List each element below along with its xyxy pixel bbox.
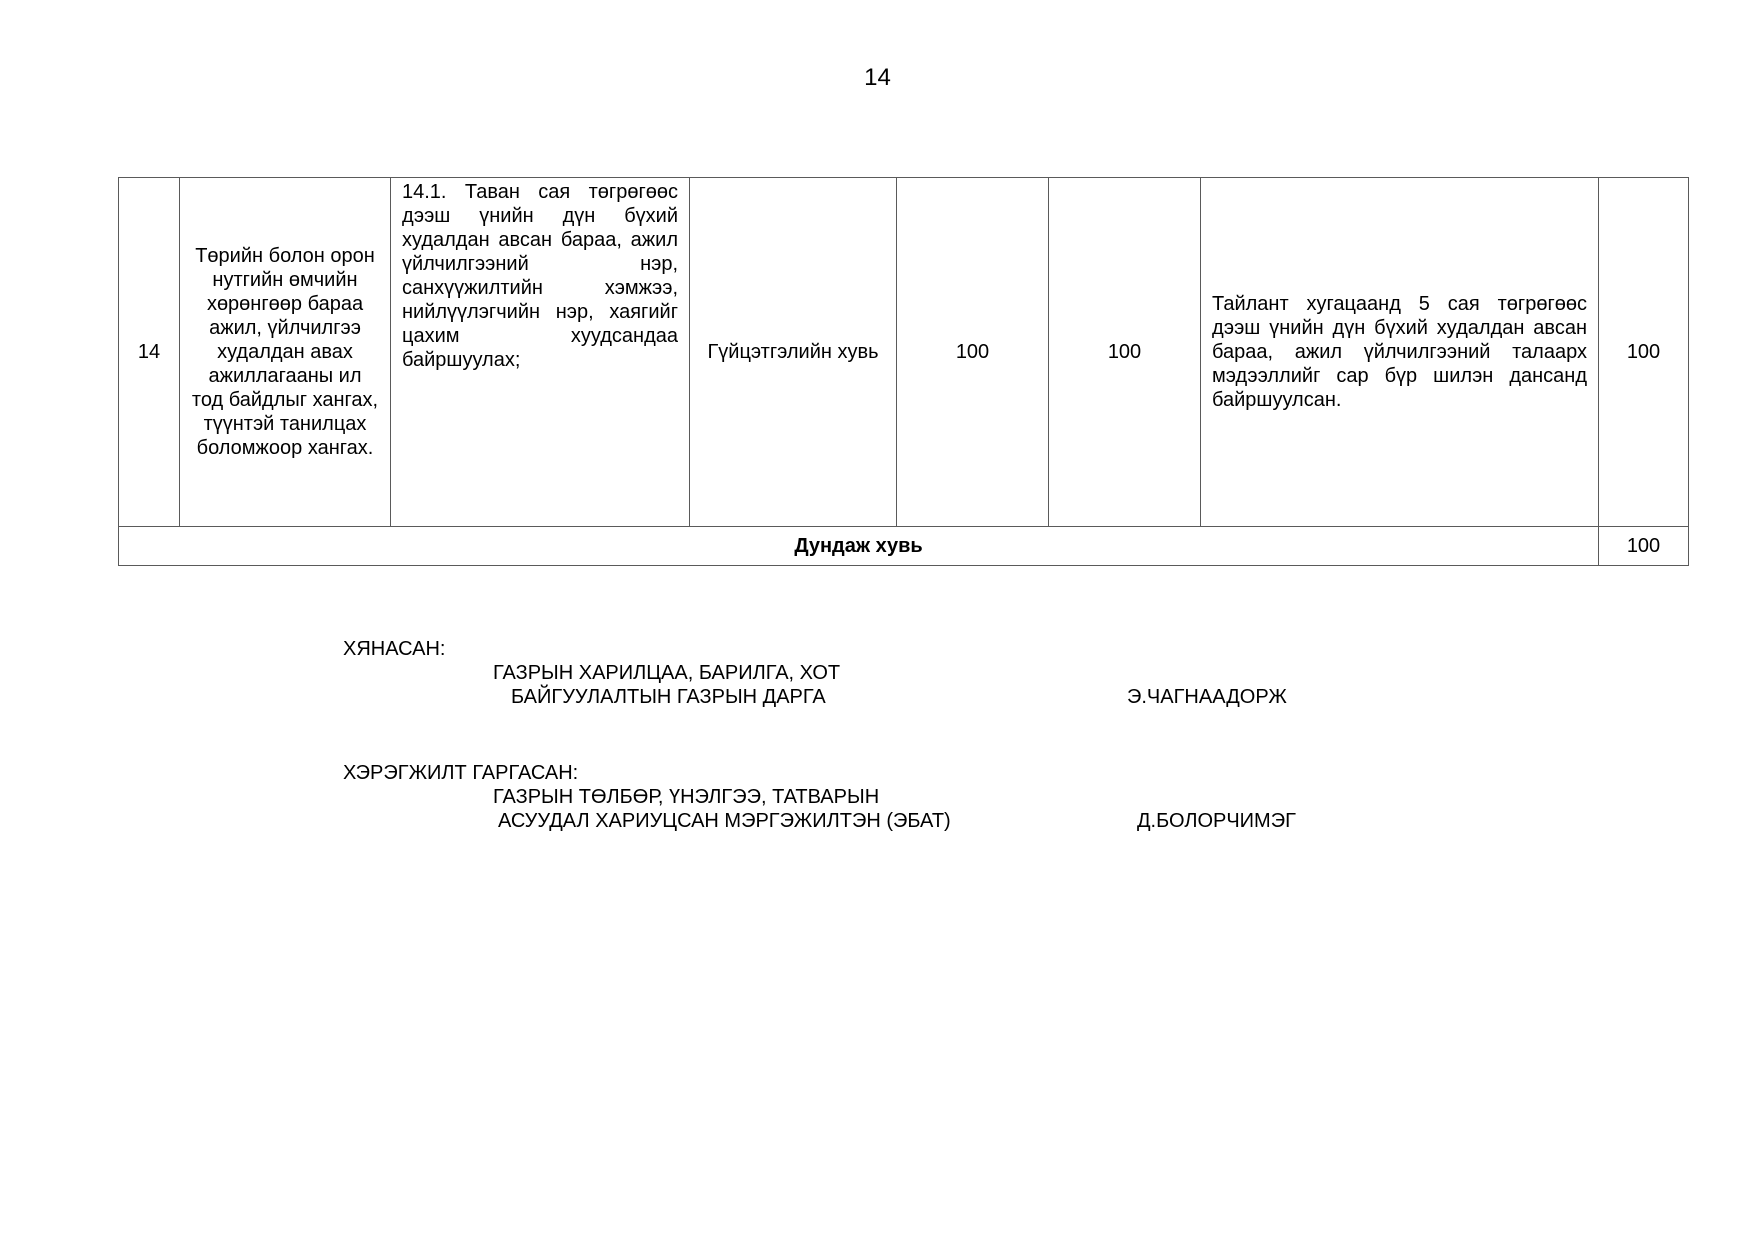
- page-number: 14: [864, 64, 891, 91]
- planned-value-cell: 100: [897, 178, 1049, 527]
- total-row: [119, 527, 1689, 566]
- indicator-cell: Гүйцэтгэлийн хувь: [690, 178, 897, 527]
- report-cell: Тайлант хугацаанд 5 сая төгрөгөөс дээш үнийн дүн бүхий худалдан авсан бараа, ажил үйлчилгээний талаарх мэдээллийг сар бүр шилэн дансанд байршуулсан.: [1201, 178, 1599, 527]
- measure-cell: 14.1. Таван сая төгрөгөөс дээш үнийн дүн бүхий худалдан авсан бараа, ажил үйлчилгээний нэр, санхүүжилтийн хэмжээ, нийлүүлэгчийн нэр, хаягийг цахим хуудсандаа байршуулах;: [391, 178, 690, 527]
- reviewer-position-line1: ГАЗРЫН ХАРИЛЦАА, БАРИЛГА, ХОТ: [493, 662, 841, 684]
- reviewer-position-line2: БАЙГУУЛАЛТЫН ГАЗРЫН ДАРГА: [511, 686, 826, 708]
- row-number: 14: [119, 178, 180, 527]
- total-value: 100: [1599, 527, 1689, 566]
- actual-value-cell: 100: [1049, 178, 1201, 527]
- table-row: [119, 178, 1689, 527]
- reviewed-label: ХЯНАСАН:: [343, 638, 446, 660]
- prepared-label: ХЭРЭГЖИЛТ ГАРГАСАН:: [343, 762, 579, 784]
- goal-cell: Төрийн болон орон нутгийн өмчийн хөрөнгөөр бараа ажил, үйлчилгээ худалдан авах ажиллагааны ил тод байдлыг хангах, түүнтэй танилцах боломжоор хангах.: [180, 178, 391, 527]
- implementation-table: [118, 177, 1689, 566]
- percent-cell: 100: [1599, 178, 1689, 527]
- reviewer-name: Э.ЧАГНААДОРЖ: [1127, 686, 1287, 708]
- preparer-position-line2: АСУУДАЛ ХАРИУЦСАН МЭРГЭЖИЛТЭН (ЭБАТ): [498, 810, 951, 832]
- preparer-name: Д.БОЛОРЧИМЭГ: [1137, 810, 1296, 832]
- preparer-position-line1: ГАЗРЫН ТӨЛБӨР, ҮНЭЛГЭЭ, ТАТВАРЫН: [493, 786, 880, 808]
- total-label: Дундаж хувь: [119, 527, 1599, 566]
